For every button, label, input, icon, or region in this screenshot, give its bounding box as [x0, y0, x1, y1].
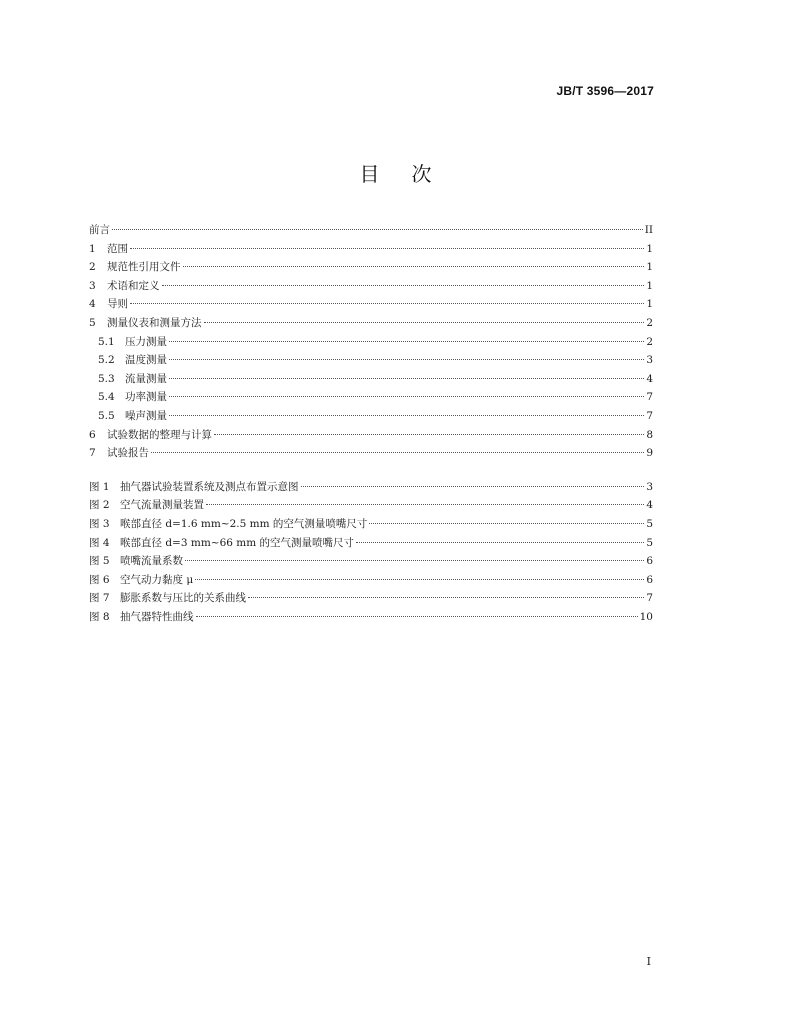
toc-entry-5-5[interactable]: [89, 407, 653, 426]
toc-leader: [369, 523, 644, 524]
toc-entry-1[interactable]: [89, 240, 653, 259]
toc-leader: [185, 560, 644, 561]
toc-title: [0, 158, 791, 187]
toc-leader: [112, 229, 643, 230]
toc-entry-number: 2: [89, 261, 96, 274]
toc-leader: [183, 266, 645, 267]
figure-list: [89, 478, 653, 627]
toc-entry-page: 1: [646, 261, 653, 274]
toc-entry-page: 8: [646, 428, 653, 441]
toc-entry-number: 5.3: [98, 372, 115, 385]
figure-label: 抽气器试验装置系统及测点布置示意图: [120, 480, 299, 493]
figure-page: 7: [646, 592, 653, 605]
toc-entry-number: 5.5: [98, 409, 115, 422]
toc-leader: [169, 396, 644, 397]
toc-entry-4[interactable]: [89, 295, 653, 314]
toc-entry-number: 5.1: [98, 335, 115, 348]
figure-number: 图 5: [89, 555, 110, 568]
figure-number: 图 6: [89, 573, 110, 586]
toc-leader: [301, 486, 645, 487]
toc-entry-page: 1: [646, 242, 653, 255]
toc-entry-page: 9: [646, 447, 653, 460]
figure-number: 图 1: [89, 480, 110, 493]
figure-page: 4: [646, 499, 653, 512]
toc-entry-2[interactable]: [89, 258, 653, 277]
toc-entry-number: 5.4: [98, 391, 115, 404]
toc-entry-page: 3: [646, 354, 653, 367]
toc-title-char-2: 次: [411, 162, 432, 186]
figure-entry-3[interactable]: [89, 515, 653, 534]
toc-entry-page: II: [644, 224, 653, 236]
figure-entry-4[interactable]: [89, 534, 653, 553]
page-number: I: [646, 955, 651, 968]
figure-number: 图 4: [89, 536, 110, 549]
toc-entry-label: 前言: [89, 224, 110, 236]
toc-entry-number: 5: [89, 316, 96, 329]
figure-label: 空气流量测量装置: [120, 499, 204, 512]
document-code: JB/T 3596—2017: [556, 84, 654, 98]
toc-entry-5-2[interactable]: [89, 351, 653, 370]
figure-number: 图 2: [89, 499, 110, 512]
toc-entry-number: 6: [89, 428, 96, 441]
figure-entry-1[interactable]: [89, 478, 653, 497]
figure-page: 5: [646, 536, 653, 549]
toc-leader: [151, 452, 644, 453]
toc-entry-page: 1: [646, 298, 653, 311]
toc-entry-label: 规范性引用文件: [107, 261, 181, 274]
figure-number: 图 3: [89, 517, 110, 530]
toc-leader: [130, 248, 644, 249]
toc-entry-foreword[interactable]: [89, 221, 653, 240]
toc-leader: [169, 341, 644, 342]
toc-entry-label: 温度测量: [125, 354, 167, 367]
toc-entry-page: 2: [646, 335, 653, 348]
figure-entry-7[interactable]: [89, 589, 653, 608]
toc-leader: [248, 597, 644, 598]
toc-entry-label: 术语和定义: [107, 279, 160, 292]
toc-leader: [169, 378, 644, 379]
toc-entry-number: 4: [89, 298, 96, 311]
toc-entry-page: 4: [646, 372, 653, 385]
toc-leader: [195, 579, 644, 580]
toc-entry-label: 范围: [107, 242, 128, 255]
toc-leader: [204, 322, 645, 323]
figure-page: 6: [646, 555, 653, 568]
figure-label: 喉部直径 d=3 mm~66 mm 的空气测量喷嘴尺寸: [120, 536, 355, 549]
figure-page: 3: [646, 480, 653, 493]
toc-leader: [169, 415, 644, 416]
toc-entry-label: 试验报告: [107, 447, 149, 460]
toc-entry-number: 1: [89, 242, 96, 255]
figure-number: 图 8: [89, 610, 110, 623]
figure-entry-8[interactable]: [89, 608, 653, 627]
toc-entry-page: 1: [646, 279, 653, 292]
toc-entry-5[interactable]: [89, 314, 653, 333]
toc-leader: [214, 434, 644, 435]
toc-entry-number: 7: [89, 447, 96, 460]
toc-leader: [162, 285, 645, 286]
figure-label: 喷嘴流量系数: [120, 555, 183, 568]
toc-entry-5-4[interactable]: [89, 388, 653, 407]
toc-entry-page: 2: [646, 316, 653, 329]
toc-entry-page: 7: [646, 409, 653, 422]
toc-entry-label: 测量仪表和测量方法: [107, 316, 202, 329]
toc-leader: [196, 616, 638, 617]
toc-entry-label: 功率测量: [125, 391, 167, 404]
toc-entry-3[interactable]: [89, 277, 653, 296]
toc-entry-label: 导则: [107, 298, 128, 311]
toc-entry-label: 试验数据的整理与计算: [107, 428, 212, 441]
toc-entry-page: 7: [646, 391, 653, 404]
figure-label: 膨胀系数与压比的关系曲线: [120, 592, 246, 605]
toc-leader: [206, 504, 644, 505]
figure-page: 6: [646, 573, 653, 586]
toc-entry-6[interactable]: [89, 426, 653, 445]
toc-entry-7[interactable]: [89, 444, 653, 463]
toc-entry-number: 5.2: [98, 354, 115, 367]
toc-title-char-1: 目: [359, 162, 380, 186]
figure-entry-2[interactable]: [89, 496, 653, 515]
toc-leader: [169, 359, 644, 360]
figure-entry-6[interactable]: [89, 571, 653, 590]
figure-label: 空气动力黏度 μ: [120, 573, 194, 586]
figure-page: 5: [646, 517, 653, 530]
toc-entry-label: 噪声测量: [125, 409, 167, 422]
figure-page: 10: [639, 610, 653, 623]
toc-entry-5-3[interactable]: [89, 370, 653, 389]
toc-entry-label: 压力测量: [125, 335, 167, 348]
toc-leader: [130, 303, 644, 304]
toc-entry-label: 流量测量: [125, 372, 167, 385]
toc-leader: [356, 542, 644, 543]
toc-entry-number: 3: [89, 279, 96, 292]
figure-label: 抽气器特性曲线: [120, 610, 194, 623]
figure-entry-5[interactable]: [89, 552, 653, 571]
table-of-contents: [89, 221, 653, 626]
toc-entry-5-1[interactable]: [89, 333, 653, 352]
figure-label: 喉部直径 d=1.6 mm~2.5 mm 的空气测量喷嘴尺寸: [120, 517, 368, 530]
figure-number: 图 7: [89, 592, 110, 605]
